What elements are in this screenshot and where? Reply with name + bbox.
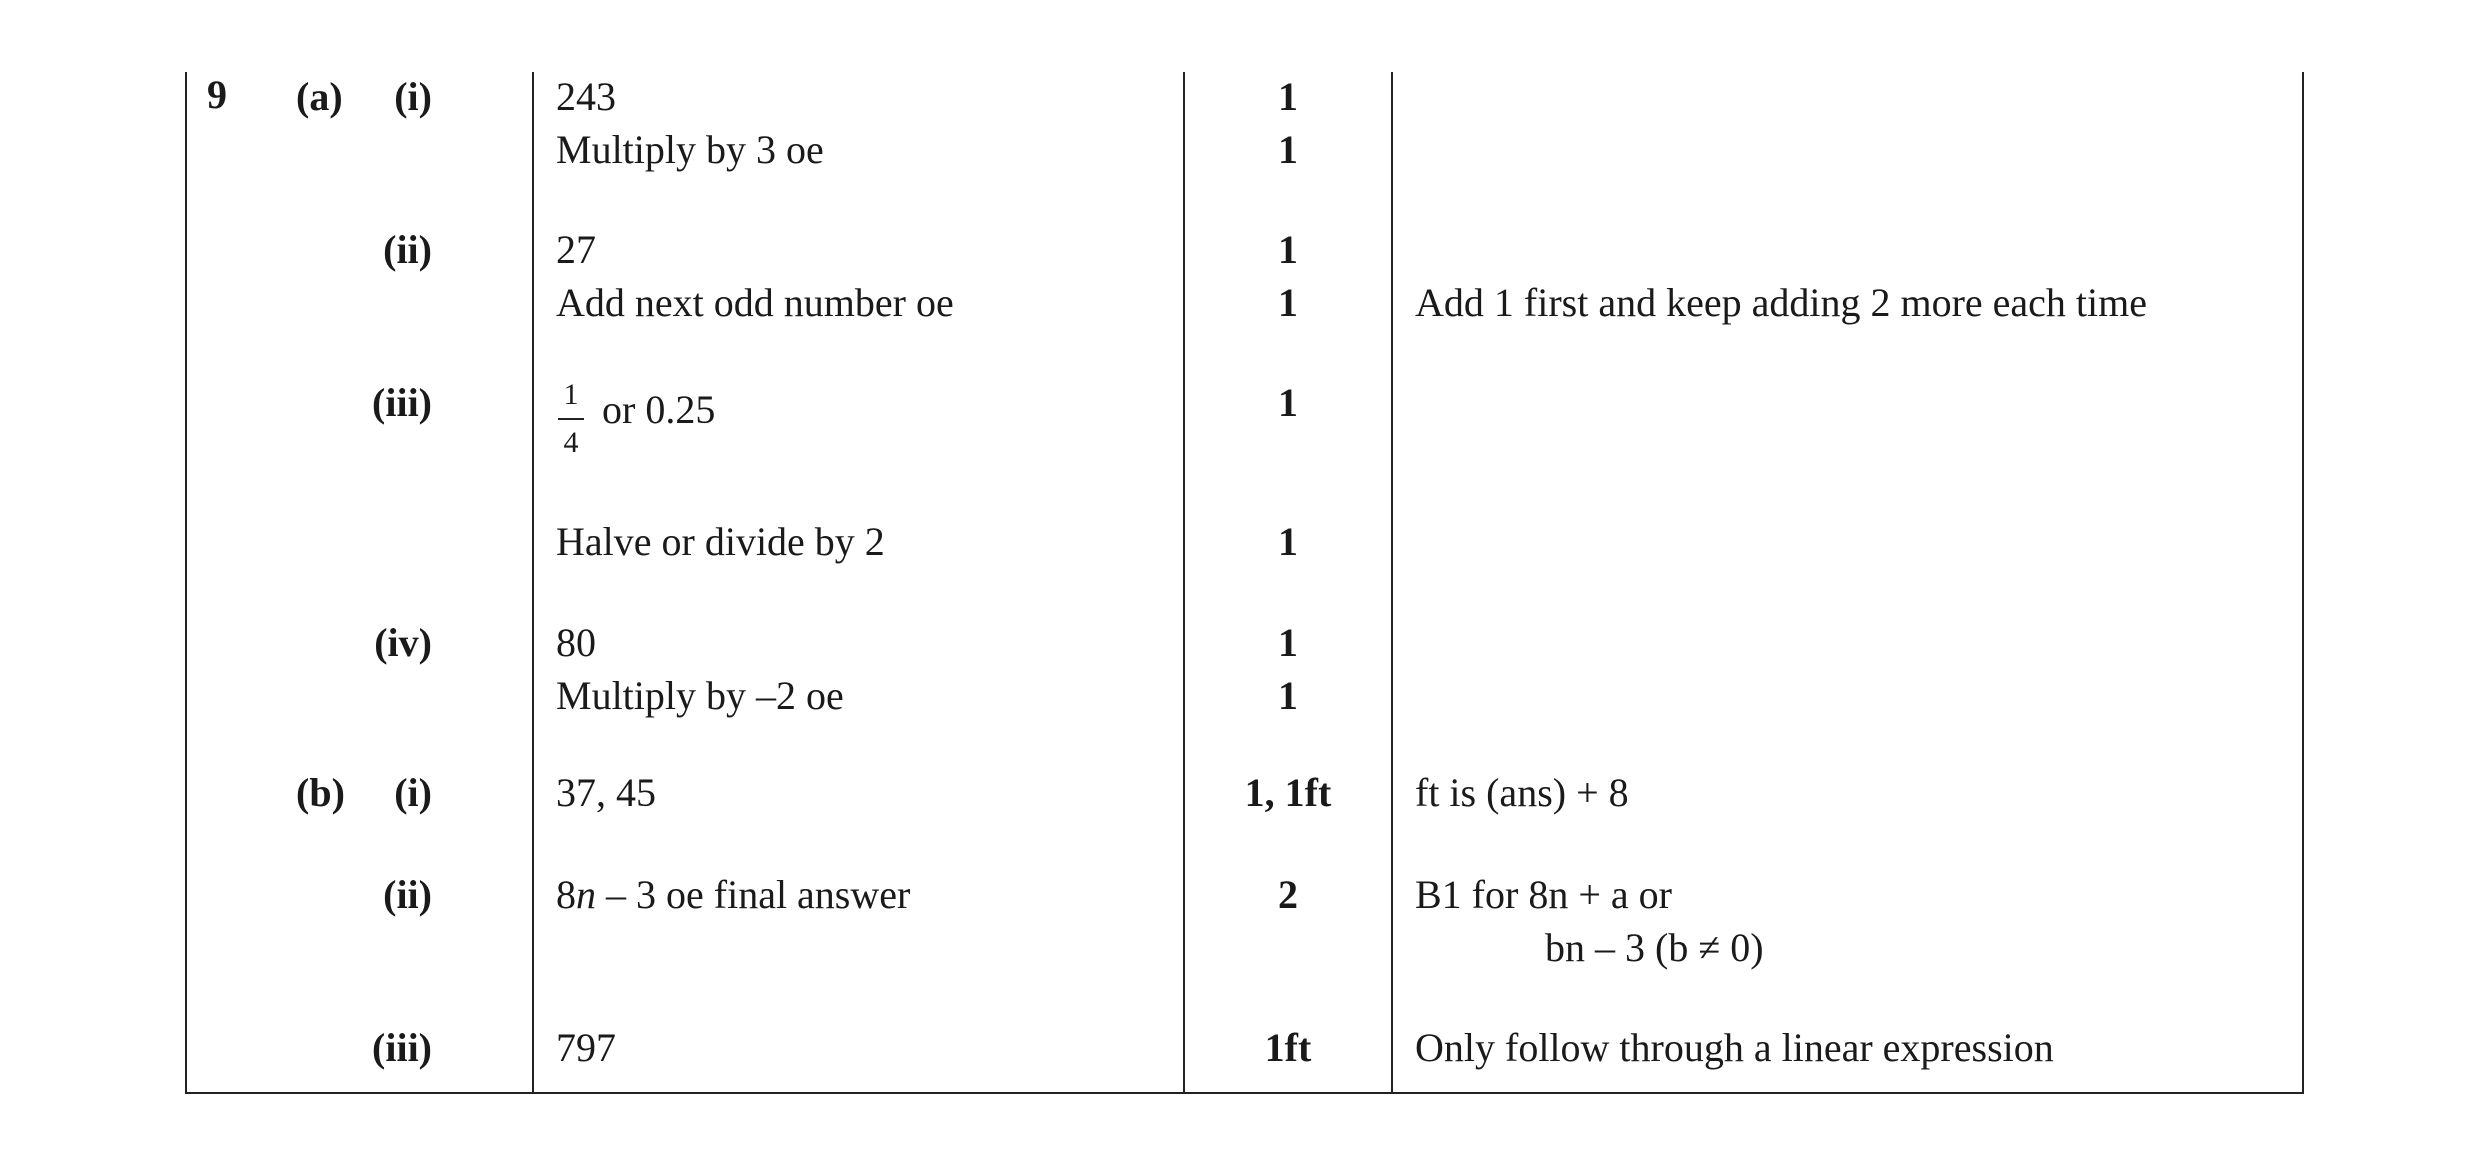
guidance-text: Add 1 first and keep adding 2 more each time <box>1415 280 2147 325</box>
answer-text: 80 <box>556 620 596 665</box>
answer-text: 243 <box>556 74 616 119</box>
answer-expression <box>556 872 911 917</box>
fraction-bar <box>558 418 584 420</box>
answer-text: 27 <box>556 227 596 272</box>
column-divider-answer <box>532 72 534 1094</box>
marks-value: 1, 1ft <box>1244 770 1332 815</box>
part-label-b: (b) <box>296 770 345 815</box>
answer-text: Halve or divide by 2 <box>556 519 885 564</box>
guidance-text: ft is (ans) + 8 <box>1415 770 1629 815</box>
answer-remainder: – 3 oe final answer <box>596 872 911 917</box>
fraction-one-quarter <box>556 380 586 458</box>
column-divider-guidance <box>1391 72 1393 1094</box>
mark-scheme-table <box>185 72 2304 1094</box>
answer-text: Multiply by –2 oe <box>556 673 844 718</box>
marks-value: 2 <box>1278 872 1298 917</box>
subpart-label: (i) <box>394 74 432 119</box>
fraction-numerator: 1 <box>563 378 579 411</box>
subpart-label: (ii) <box>383 227 432 272</box>
answer-text: or 0.25 <box>602 387 716 432</box>
marks-value: 1 <box>1278 127 1298 172</box>
answer-text: 797 <box>556 1025 616 1070</box>
marks-value: 1 <box>1278 519 1298 564</box>
subpart-label: (i) <box>394 770 432 815</box>
fraction-denominator: 4 <box>563 426 579 459</box>
part-label-a: (a) <box>296 74 343 119</box>
guidance-text: Only follow through a linear expression <box>1415 1025 2054 1070</box>
column-divider-marks <box>1183 72 1185 1094</box>
guidance-text: bn – 3 (b ≠ 0) <box>1545 925 1764 970</box>
answer-variable: n <box>576 872 596 917</box>
subpart-label: (iii) <box>372 380 432 425</box>
answer-text: 37, 45 <box>556 770 656 815</box>
answer-text: Add next odd number oe <box>556 280 954 325</box>
marks-value: 1 <box>1278 380 1298 425</box>
subpart-label: (ii) <box>383 872 432 917</box>
subpart-label: (iv) <box>374 620 432 665</box>
guidance-text: B1 for 8n + a or <box>1415 872 1672 917</box>
marks-value: 1 <box>1278 673 1298 718</box>
marks-value: 1 <box>1278 280 1298 325</box>
marks-value: 1 <box>1278 227 1298 272</box>
answer-coefficient: 8 <box>556 872 576 917</box>
answer-text: Multiply by 3 oe <box>556 127 824 172</box>
marks-value: 1 <box>1278 620 1298 665</box>
marks-value: 1ft <box>1264 1025 1312 1070</box>
marks-value: 1 <box>1278 74 1298 119</box>
subpart-label: (iii) <box>372 1025 432 1070</box>
question-number: 9 <box>207 72 227 117</box>
